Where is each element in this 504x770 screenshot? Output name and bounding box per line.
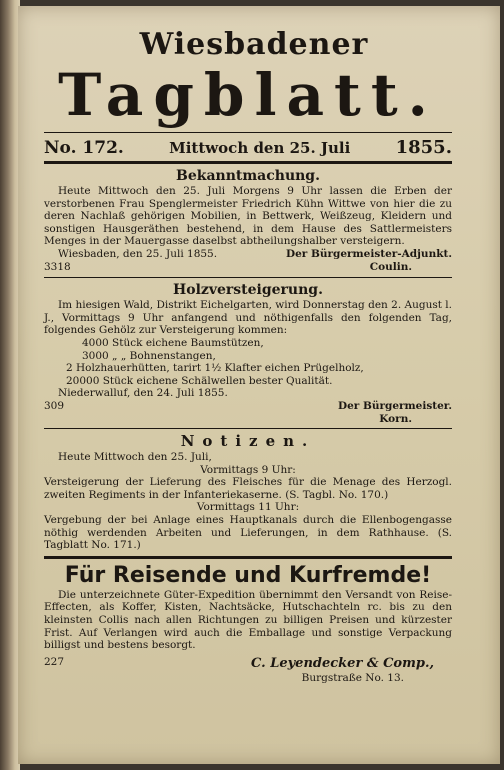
- masthead-rule: [44, 161, 452, 164]
- ad-firm-row: [44, 656, 452, 672]
- notizen-today: Heute Mittwoch den 25. Juli,: [58, 451, 212, 464]
- bekanntmachung-place-date: Wiesbaden, den 25. Juli 1855.: [58, 247, 218, 260]
- bekanntmachung-name: Coulin.: [369, 260, 412, 273]
- bekanntmachung-title: Bekanntmachung.: [176, 168, 320, 184]
- bekanntmachung-text: Heute Mittwoch den 25. Juli Morgens 9 Uhr lassen die Erben der verstorbenen Frau Spenglermeister Friedrich Kühn Wittwe von hier die zu deren Nachlaß gehörigen Mobilien, in Bettwerk, Weißzeug, Kleidern und sonstigen Hausgeräthen bestehend, in dem Hause des Sattlermeisters Menges in der Mauergasse daselbst abtheilungshalber versteigern.: [44, 185, 452, 248]
- ad-title: Für Reisende und Kurfremde!: [64, 562, 432, 588]
- holz-place-row: [44, 387, 452, 400]
- holz-item: 3000 „ „ Bohnenstangen,: [82, 349, 216, 362]
- holz-text: Im hiesigen Wald, Distrikt Eichelgarten, wird Donnerstag den 2. August l. J., Vormittags 9 Uhr anfangend und nöthigenfalls den folgenden Tag, folgendes Gehölz zur Versteigerung kommen:: [44, 299, 452, 337]
- notizen-text2: Vergebung der bei Anlage eines Hauptkanals durch die Ellenbogengasse nöthig werdenden Arbeiten und Lieferungen, in dem Rathhause. (S. Tagblatt No. 171.): [44, 514, 452, 552]
- bekanntmachung-office: Der Bürgermeister-Adjunkt.: [285, 247, 452, 260]
- notizen-title: Notizen.: [180, 432, 316, 451]
- book-spine: [0, 0, 20, 770]
- holz-item: 2 Holzhauerhütten, tarirt 1½ Klafter eichen Prügelholz,: [66, 362, 364, 375]
- holz-signature-row: [44, 400, 452, 413]
- bekanntmachung-name-row: [44, 261, 452, 274]
- holz-number: 309: [44, 399, 65, 412]
- notizen-text1: Versteigerung der Lieferung des Fleisches für die Menage des Herzogl. zweiten Regiments in der Infanteriekaserne. (S. Tagbl. No. 170.): [44, 476, 452, 501]
- section-divider-1: [44, 277, 452, 278]
- ad-number: 227: [44, 655, 65, 668]
- ad-firm: C. Leyendecker & Comp.,: [251, 655, 434, 671]
- bekanntmachung-signature-row: [44, 248, 452, 261]
- masthead-line1: Wiesbadener: [139, 27, 369, 62]
- ad-text: Die unterzeichnete Güter-Expedition übernimmt den Versandt von Reise-Effecten, als Koffer, Kisten, Nachtsäcke, Hutschachteln rc. bis zu den kleinsten Collis nach allen Richtungen zu billigen Preisen und kürzester Frist. Auf Verlangen wird auch die Emballage und sonstige Verpackung billigst und bestens besorgt.: [44, 588, 452, 652]
- holz-office: Der Bürgermeister.: [337, 399, 452, 412]
- holz-item: 4000 Stück eichene Baumstützen,: [82, 336, 264, 349]
- holz-place-date: Niederwalluf, den 24. Juli 1855.: [58, 387, 228, 400]
- issue-year: 1855.: [395, 137, 452, 158]
- issue-number: No. 172.: [44, 138, 124, 158]
- masthead-title: Tagblatt.: [58, 61, 438, 129]
- holz-title: Holzversteigerung.: [173, 282, 323, 299]
- section-divider-2: [44, 428, 452, 429]
- newspaper-content: [44, 28, 452, 684]
- ad-address: Burgstraße No. 13.: [301, 671, 404, 684]
- issue-date: Mittwoch den 25. Juli: [169, 139, 351, 157]
- holz-name: Korn.: [379, 412, 412, 425]
- notizen-time2: Vormittags 11 Uhr:: [196, 501, 300, 514]
- notizen-time1: Vormittags 9 Uhr:: [200, 463, 296, 476]
- bekanntmachung-number: 3318: [44, 260, 71, 273]
- section-divider-3: [44, 556, 452, 559]
- issue-line: [44, 132, 452, 161]
- holz-item: 20000 Stück eichene Schälwellen bester Qualität.: [66, 374, 333, 387]
